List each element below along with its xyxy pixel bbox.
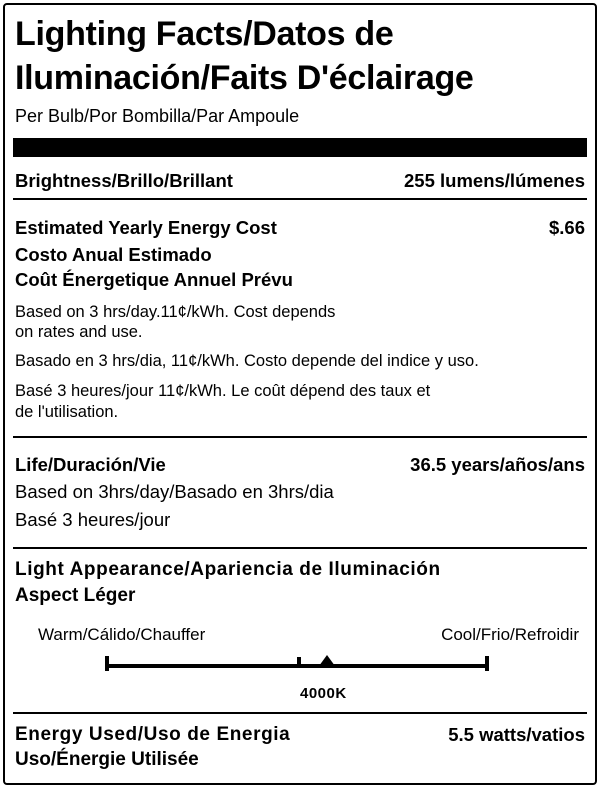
life-value: 36.5 years/años/ans: [410, 454, 585, 475]
scale-tick-warm: [105, 656, 109, 671]
energy-cost-note-fr-line2: de l'utilisation.: [15, 403, 119, 421]
life-note-line2: Basé 3 heures/jour: [15, 509, 171, 530]
energy-used-label-line1: Energy Used/Uso de Energia: [15, 724, 291, 745]
header-thick-divider: [13, 138, 587, 157]
brightness-label: Brightness/Brillo/Brillant: [15, 170, 233, 191]
energy-cost-note-es: Basado en 3 hrs/dia, 11¢/kWh. Costo depende del indice y uso.: [15, 352, 479, 370]
color-temperature-value: 4000K: [300, 685, 347, 702]
life-note-line1: Based on 3hrs/day/Basado en 3hrs/dia: [15, 481, 334, 502]
title-line-1: Lighting Facts/Datos de: [15, 15, 394, 53]
life-label: Life/Duración/Vie: [15, 454, 166, 475]
lighting-facts-label: [3, 3, 597, 785]
brightness-value: 255 lumens/lúmenes: [404, 170, 585, 191]
energy-cost-label-fr: Coût Énergetique Annuel Prévu: [15, 269, 293, 290]
energy-cost-note-en-line1: Based on 3 hrs/day.11¢/kWh. Cost depends: [15, 303, 336, 321]
energy-cost-value: $.66: [548, 217, 585, 238]
warm-scale-label: Warm/Cálido/Chauffer: [38, 625, 206, 644]
energy-used-value: 5.5 watts/vatios: [448, 724, 585, 745]
divider-appearance: [13, 712, 587, 714]
divider-energy-cost: [13, 436, 587, 438]
divider-life: [13, 547, 587, 549]
divider-brightness: [13, 198, 587, 200]
appearance-label-line1: Light Appearance/Apariencia de Iluminación: [15, 559, 441, 580]
subtitle: Per Bulb/Por Bombilla/Par Ampoule: [15, 106, 300, 126]
energy-used-label-line2: Uso/Énergie Utilisée: [15, 749, 199, 770]
scale-tick-middle: [297, 657, 301, 667]
title-line-2: Iluminación/Faits D'éclairage: [15, 59, 474, 97]
energy-cost-label-es: Costo Anual Estimado: [15, 244, 212, 265]
scale-tick-cool: [485, 656, 489, 671]
cool-scale-label: Cool/Frio/Refroidir: [441, 625, 579, 644]
appearance-label-line2: Aspect Léger: [15, 585, 136, 606]
energy-cost-label-en: Estimated Yearly Energy Cost: [15, 217, 277, 238]
color-temperature-marker-icon: [319, 655, 335, 666]
energy-cost-note-fr-line1: Basé 3 heures/jour 11¢/kWh. Le coût dépend des taux et: [15, 382, 431, 400]
energy-cost-note-en-line2: on rates and use.: [15, 323, 143, 341]
